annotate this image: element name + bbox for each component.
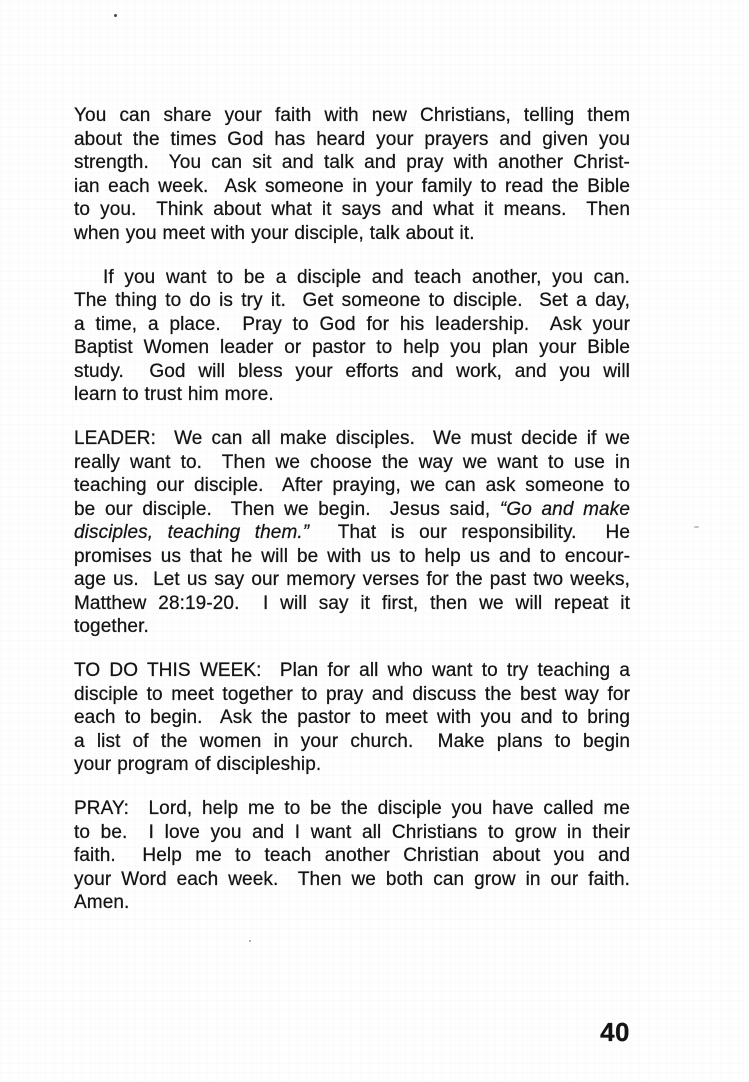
text-segment: your program of discipleship.	[74, 754, 322, 775]
text-segment: each to begin. Ask the pastor to meet with you and to bring	[74, 707, 630, 728]
text-segment: promises us that he will be with us to help us and to encour-	[74, 545, 630, 567]
text-line	[74, 521, 630, 545]
try-discipling-paragraph	[74, 266, 630, 407]
text-segment: disciple to meet together to pray and discuss the best way for	[74, 683, 630, 705]
intro-paragraph	[74, 104, 630, 245]
text-line	[74, 427, 630, 451]
text-line	[74, 336, 630, 360]
scripture-quote: “Go and make	[499, 498, 630, 520]
scripture-quote: disciples, teaching them.”	[74, 522, 310, 543]
text-line	[74, 753, 630, 777]
text-segment: faith. Help me to teach another Christian about you and	[74, 845, 630, 866]
text-line	[74, 222, 630, 246]
text-segment: teaching our disciple. After praying, we can ask someone to	[74, 475, 630, 496]
text-segment: age us. Let us say our memory verses for the past two weeks,	[74, 569, 630, 590]
text-line	[74, 498, 630, 522]
text-line	[74, 891, 630, 915]
text-segment: a time, a place. Pray to God for his leadership. Ask your	[74, 313, 630, 335]
text-line	[74, 659, 630, 683]
text-segment: to be. I love you and I want all Christians to grow in their	[74, 821, 630, 843]
scan-speck	[249, 940, 251, 942]
text-segment: TO DO THIS WEEK: Plan for all who want to try teaching a	[74, 660, 630, 681]
text-line	[74, 545, 630, 569]
text-segment: together.	[74, 616, 149, 637]
text-segment: The thing to do is try it. Get someone to disciple. Set a day,	[74, 290, 630, 311]
text-segment: You can share your faith with new Christians, telling them	[74, 105, 630, 126]
text-line	[74, 266, 630, 290]
text-line	[74, 128, 630, 152]
text-line	[74, 313, 630, 337]
text-line	[74, 451, 630, 475]
text-line	[74, 592, 630, 616]
text-line	[74, 383, 630, 407]
text-segment: study. God will bless your efforts and work, and you will	[74, 360, 630, 382]
text-line	[74, 289, 630, 313]
text-line	[74, 797, 630, 821]
text-segment: Baptist Women leader or pastor to help you plan your Bible	[74, 337, 630, 358]
text-segment: LEADER: We can all make disciples. We must decide if we	[74, 428, 630, 449]
text-line	[74, 360, 630, 384]
leader-paragraph	[74, 427, 630, 639]
text-segment: Matthew 28:19-20. I will say it first, then we will repeat it	[74, 592, 630, 614]
text-segment: be our disciple. Then we begin. Jesus said,	[74, 498, 500, 520]
text-segment: your Word each week. Then we both can grow in our faith.	[74, 868, 630, 890]
text-line	[74, 104, 630, 128]
text-line	[74, 568, 630, 592]
text-segment: PRAY: Lord, help me to be the disciple you have called me	[74, 798, 630, 819]
text-segment: Amen.	[74, 892, 130, 913]
text-line	[74, 821, 630, 845]
text-segment: learn to trust him more.	[74, 384, 274, 405]
text-segment: to you. Think about what it says and what it means. Then	[74, 199, 630, 220]
text-segment: If you want to be a disciple and teach another, you can.	[103, 266, 630, 288]
text-segment: That is our responsibility. He	[309, 522, 630, 543]
text-segment: strength. You can sit and talk and pray with another Christ-	[74, 152, 630, 173]
to-do-this-week-paragraph	[74, 659, 630, 777]
text-line	[74, 615, 630, 639]
text-line	[74, 683, 630, 707]
text-line	[74, 151, 630, 175]
text-line	[74, 175, 630, 199]
text-segment: a list of the women in your church. Make plans to begin	[74, 730, 630, 752]
text-line	[74, 730, 630, 754]
text-segment: when you meet with your disciple, talk about it.	[74, 222, 475, 244]
scan-speck	[694, 526, 699, 528]
text-line	[74, 706, 630, 730]
text-line	[74, 868, 630, 892]
pray-paragraph	[74, 797, 630, 915]
text-block	[74, 104, 630, 915]
page-number: 40	[600, 1017, 630, 1047]
text-line	[74, 844, 630, 868]
text-segment: really want to. Then we choose the way we want to use in	[74, 451, 630, 473]
text-line	[74, 474, 630, 498]
text-line	[74, 198, 630, 222]
text-segment: ian each week. Ask someone in your family to read the Bible	[74, 175, 630, 197]
scan-speck	[114, 14, 117, 17]
text-segment: about the times God has heard your prayers and given you	[74, 128, 630, 150]
